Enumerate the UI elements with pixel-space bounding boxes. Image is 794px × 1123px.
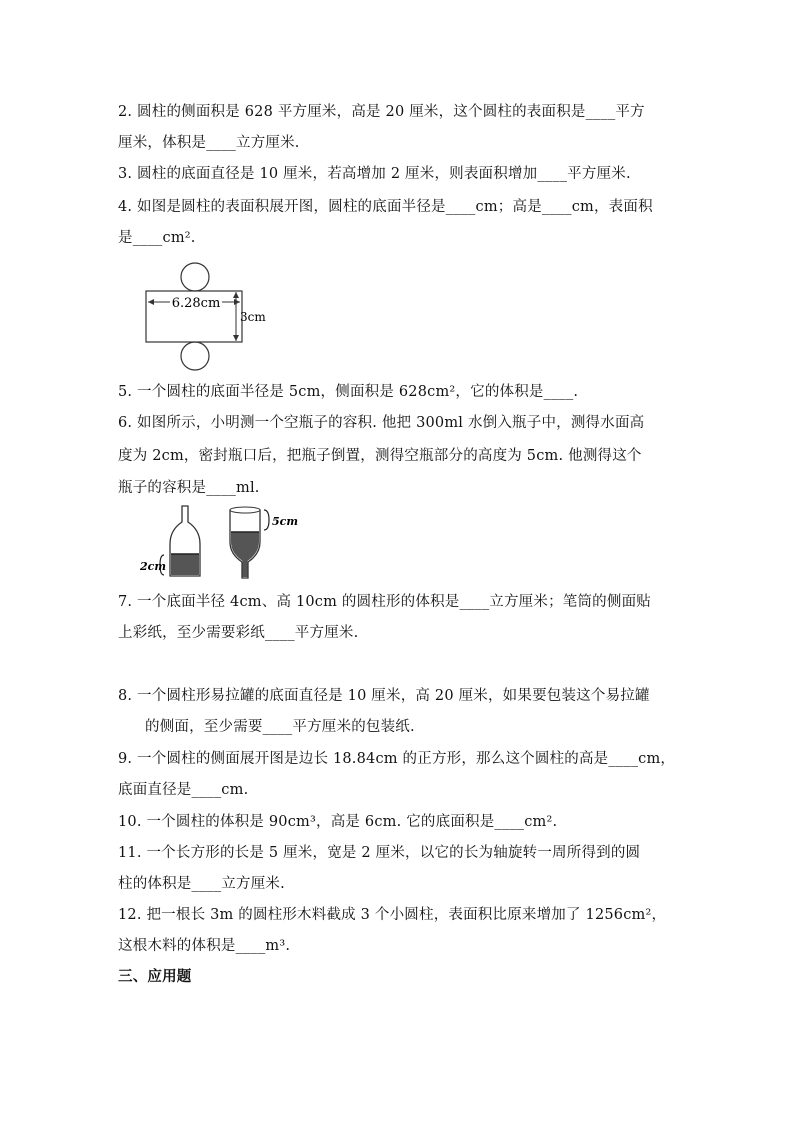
question-8-line-2: 的侧面，至少需要____平方厘米的包装纸.: [145, 719, 415, 735]
top-base-circle: [181, 263, 209, 291]
bottle-figure: [138, 502, 313, 582]
height-label: 3cm: [240, 310, 266, 324]
question-6-line-3: 瓶子的容积是____ml.: [118, 480, 260, 496]
question-10-line-1: 10. 一个圆柱的体积是 90cm³，高是 6cm. 它的底面积是____cm².: [118, 814, 558, 830]
question-4-line-1: 4. 如图是圆柱的表面积展开图，圆柱的底面半径是____cm；高是____cm，表面积: [118, 199, 653, 215]
cylinder-net-figure: [140, 262, 280, 372]
inverted-empty-height-label: 5cm: [272, 515, 298, 528]
question-9-line-2: 底面直径是____cm.: [118, 782, 249, 798]
question-6-line-2: 度为 2cm，密封瓶口后，把瓶子倒置，测得空瓶部分的高度为 5cm. 他测得这个: [118, 448, 642, 464]
question-12-line-1: 12. 把一根长 3m 的圆柱形木料截成 3 个小圆柱，表面积比原来增加了 1256cm²，: [118, 907, 667, 923]
question-12-line-2: 这根木料的体积是____m³.: [118, 938, 291, 954]
question-11-line-2: 柱的体积是____立方厘米.: [118, 876, 285, 892]
question-9-line-1: 9. 一个圆柱的侧面展开图是边长 18.84cm 的正方形，那么这个圆柱的高是____cm，: [118, 751, 676, 767]
question-3-line-1: 3. 圆柱的底面直径是 10 厘米，若高增加 2 厘米，则表面积增加____平方厘米.: [118, 166, 631, 182]
question-11-line-1: 11. 一个长方形的长是 5 厘米，宽是 2 厘米，以它的长为轴旋转一周所得到的圆: [118, 845, 641, 861]
section-title: 三、应用题: [118, 969, 192, 985]
question-8-line-1: 8. 一个圆柱形易拉罐的底面直径是 10 厘米，高 20 厘米，如果要包装这个易拉罐: [118, 688, 650, 704]
question-5-line-1: 5. 一个圆柱的底面半径是 5cm，侧面积是 628cm²，它的体积是____.: [118, 384, 579, 400]
question-4-line-2: 是____cm².: [118, 230, 196, 246]
upright-water-height-label: 2cm: [140, 560, 166, 573]
question-6-line-1: 6. 如图所示，小明测一个空瓶子的容积. 他把 300ml 水倒入瓶子中，测得水面高: [118, 415, 645, 431]
upright-bottle-water: [171, 554, 199, 575]
width-label: 6.28cm: [171, 296, 221, 311]
question-7-line-2: 上彩纸，至少需要彩纸____平方厘米.: [118, 625, 359, 641]
question-7-line-1: 7. 一个底面半径 4cm、高 10cm 的圆柱形的体积是____立方厘米；笔筒的侧面贴: [118, 594, 651, 610]
bottom-base-circle: [181, 342, 209, 370]
question-2-line-2: 厘米，体积是____立方厘米.: [118, 135, 300, 151]
question-2-line-1: 2. 圆柱的侧面积是 628 平方厘米，高是 20 厘米，这个圆柱的表面积是____平方: [118, 104, 645, 120]
